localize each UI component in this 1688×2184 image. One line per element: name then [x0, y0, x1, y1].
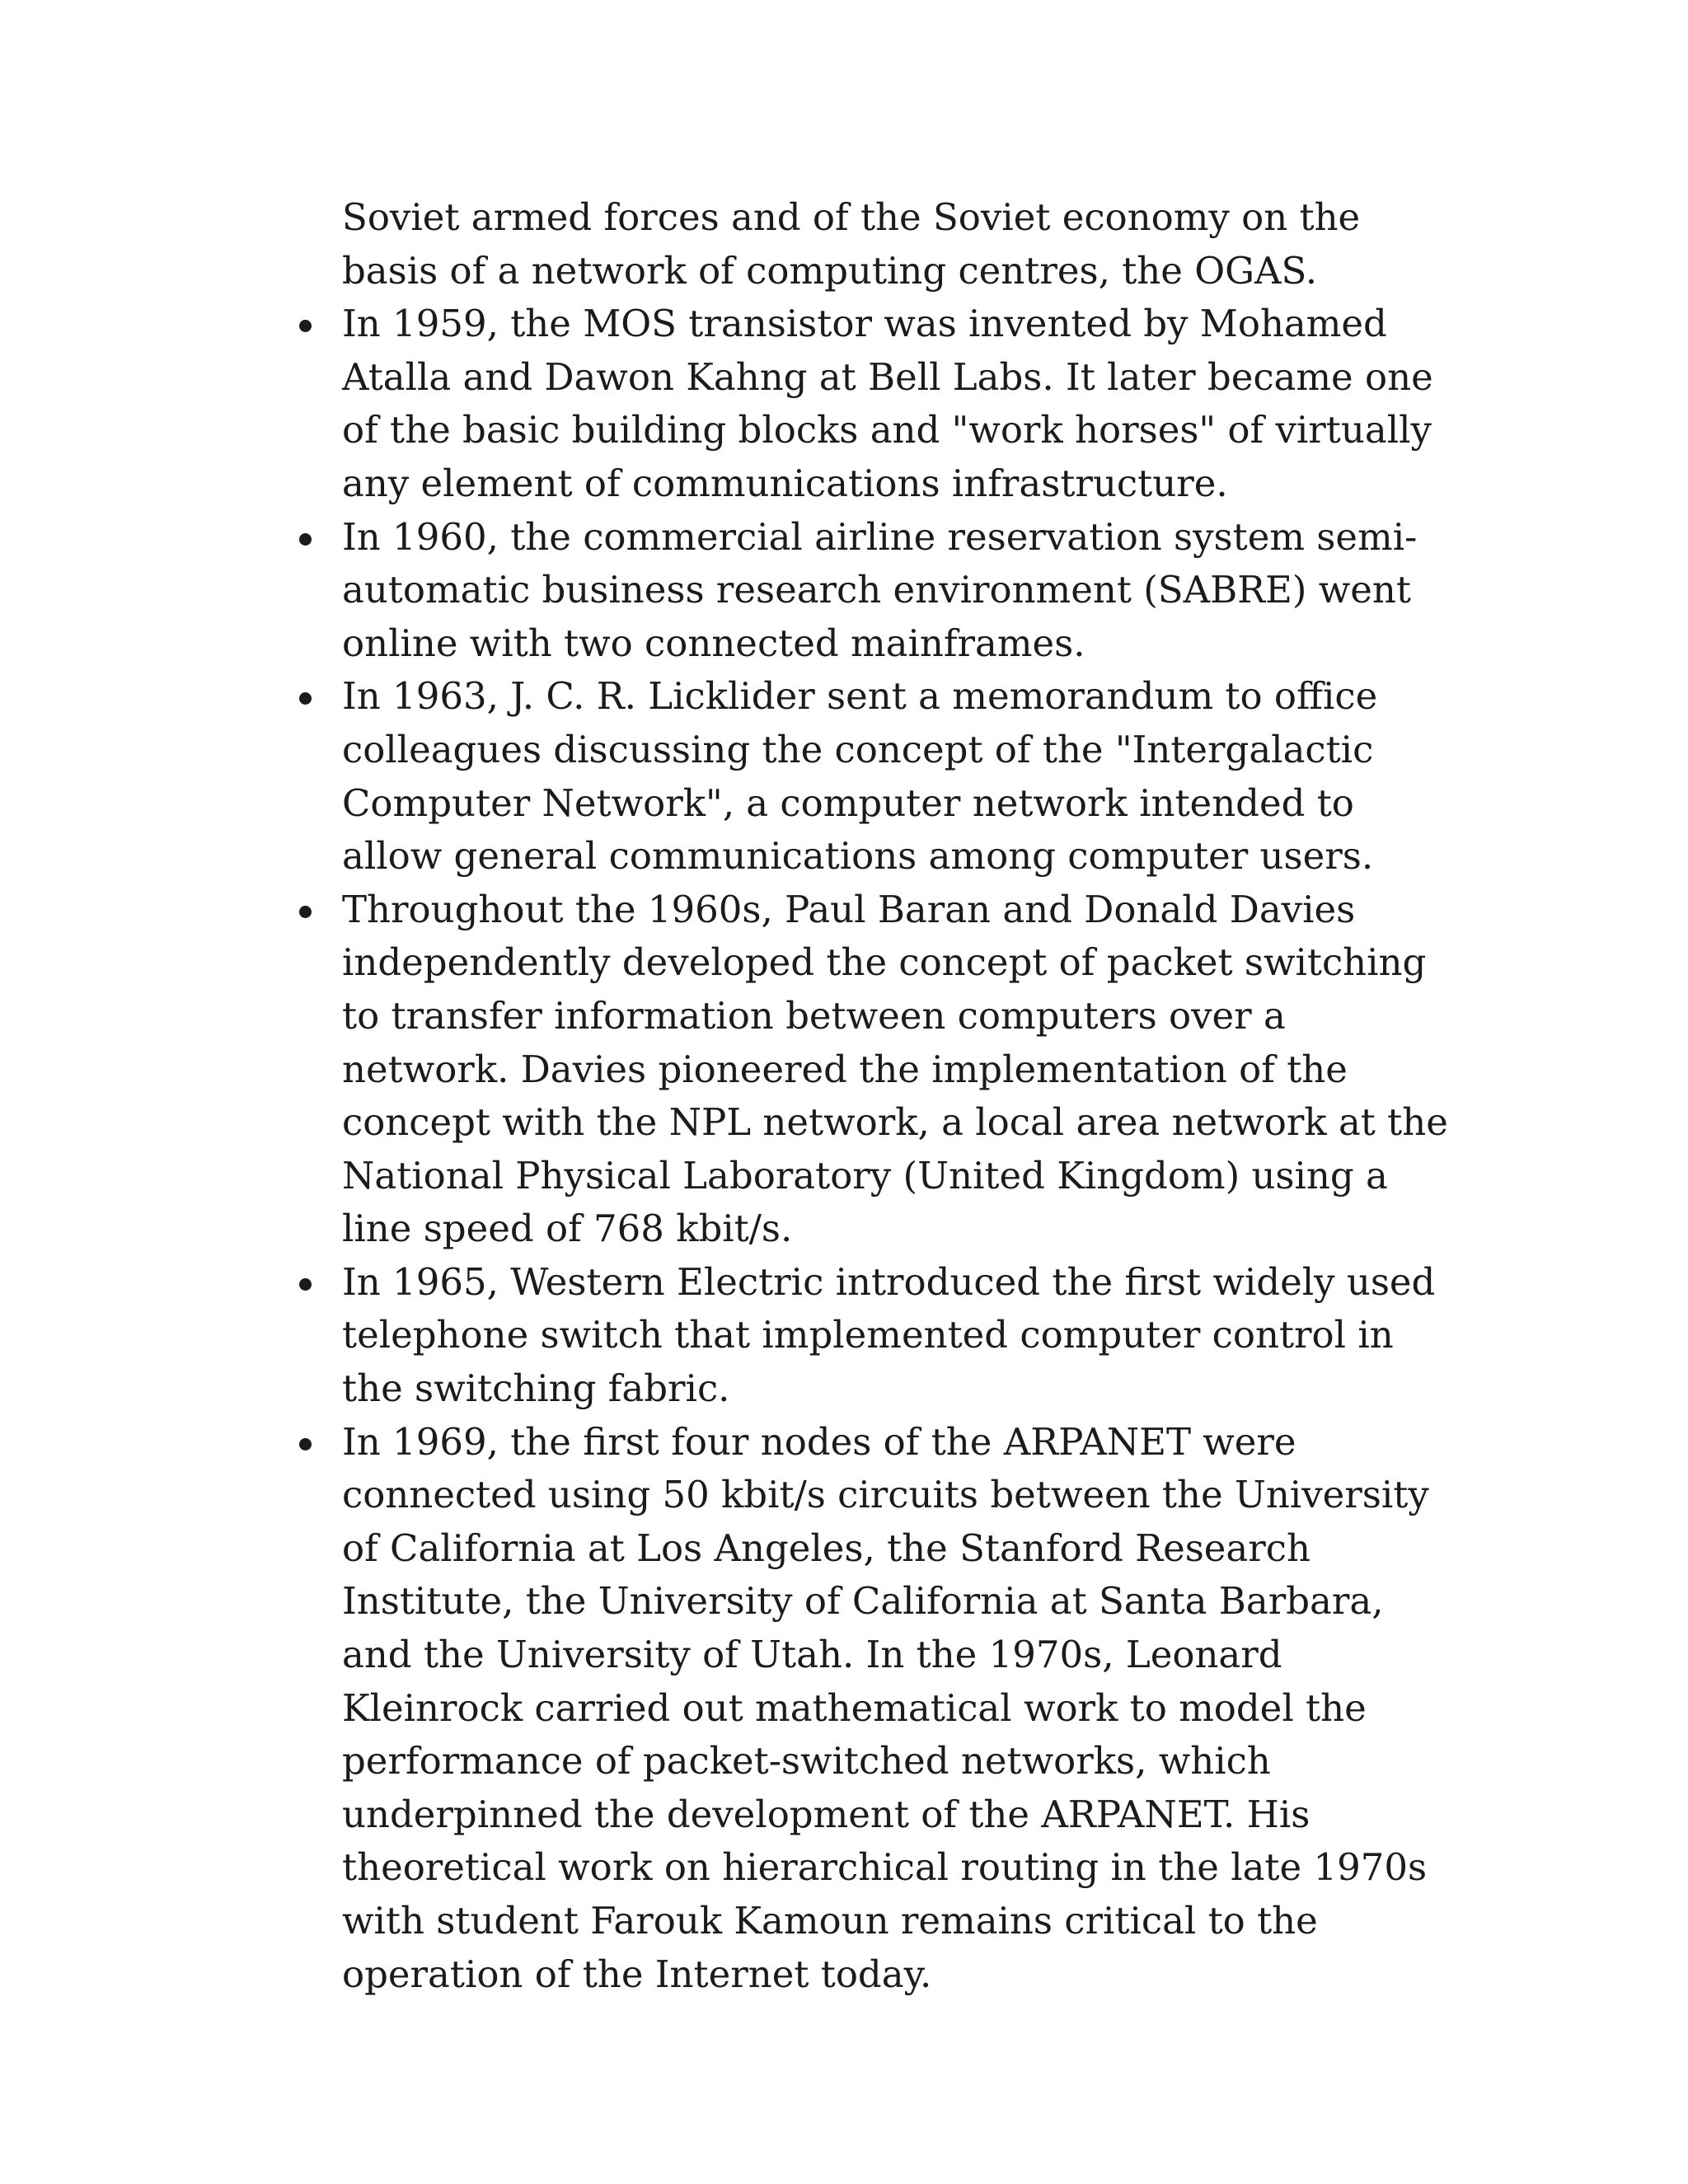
bullet-icon	[299, 906, 312, 918]
bullet-icon	[299, 1278, 312, 1291]
continuation-paragraph: Soviet armed forces and of the Soviet economy on the basis of a network of computing centres, the OGAS.	[342, 195, 1361, 293]
document-body	[342, 191, 1463, 2001]
list-item-text: In 1969, the first four nodes of the ARPANET were connected using 50 kbit/s circuits between the University of California at Los Angeles, the Stanford Research Institute, the University of California at Santa Barbara, and the University of Utah. In the 1970s, Leonard Kleinrock carried out mathematical work to model the performance of packet-switched networks, which underpinned the development of the ARPANET. His theoretical work on hierarchical routing in the late 1970s with student Farouk Kamoun remains critical to the operation of the Internet today.	[342, 1419, 1429, 1996]
list-item	[342, 670, 1463, 883]
list-item-text: In 1965, Western Electric introduced the first widely used telephone switch that implemented computer control in the switching fabric.	[342, 1259, 1436, 1411]
list-item	[342, 883, 1463, 1256]
list-item-text: Throughout the 1960s, Paul Baran and Donald Davies independently developed the concept of packet switching to transfer information between computers over a network. Davies pioneered the implementation of the concept with the NPL network, a local area network at the National Physical Laboratory (United Kingdom) using a line speed of 768 kbit/s.	[342, 887, 1448, 1251]
list-item	[342, 298, 1463, 510]
list-item	[342, 1256, 1463, 1416]
bullet-icon	[299, 692, 312, 705]
list-item	[342, 1416, 1463, 2002]
bullet-list	[342, 298, 1463, 2001]
list-item-text: In 1963, J. C. R. Licklider sent a memorandum to office colleagues discussing the concept of the "Intergalactic Computer Network", a computer network intended to allow general communications among computer users.	[342, 674, 1378, 879]
list-item	[342, 511, 1463, 671]
list-item-text: In 1959, the MOS transistor was invented by Mohamed Atalla and Dawon Kahng at Bell Labs. It later became one of the basic building blocks and "work horses" of virtually any element of communications infrastructure.	[342, 302, 1433, 505]
bullet-icon	[299, 533, 312, 546]
bullet-icon	[299, 320, 312, 332]
bullet-icon	[299, 1438, 312, 1451]
list-item-text: In 1960, the commercial airline reservation system semi-automatic business research environment (SABRE) went online with two connected mainframes.	[342, 514, 1418, 665]
